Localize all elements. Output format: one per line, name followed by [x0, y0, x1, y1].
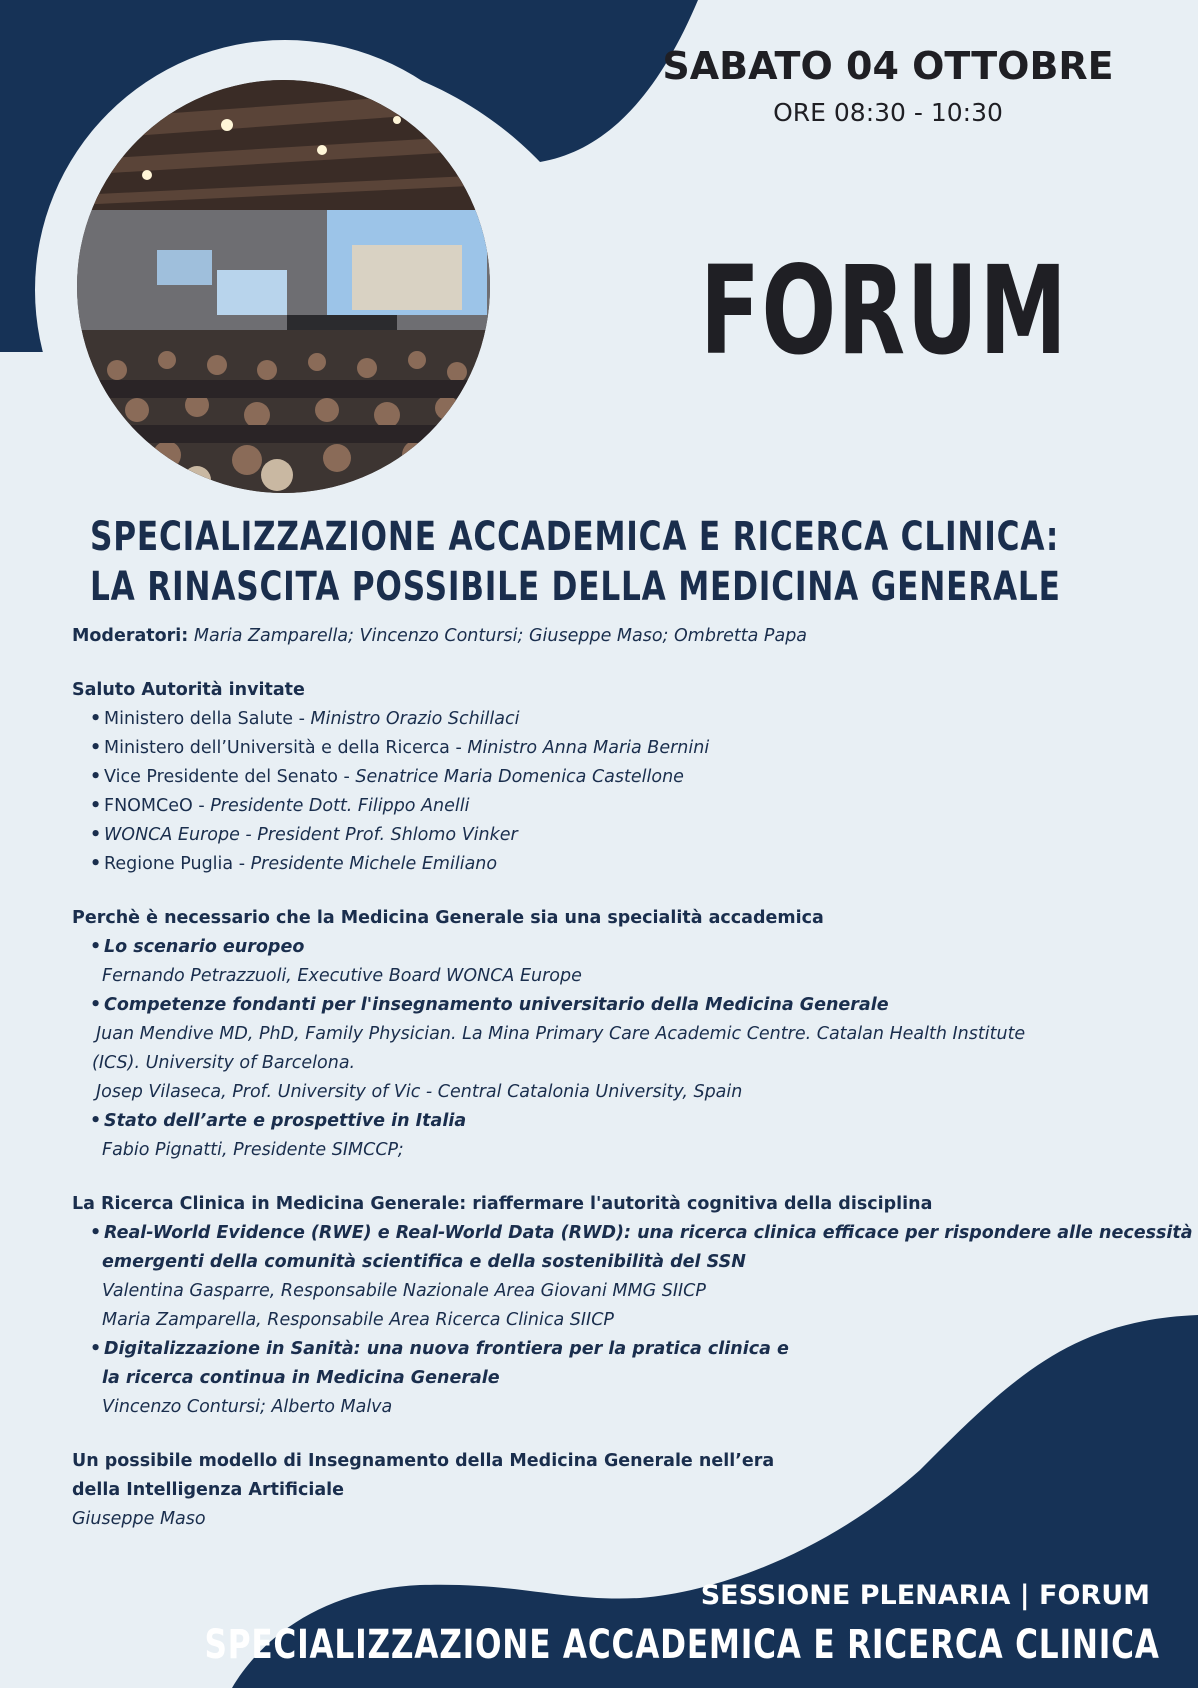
section3-speaker: Giuseppe Maso — [72, 1509, 206, 1529]
talk-speaker: Vincenzo Contursi; Alberto Malva — [102, 1397, 393, 1417]
list-item: • Regione Puglia - Presidente Michele Emiliano — [90, 854, 498, 874]
talk-speaker: Maria Zamparella, Responsabile Area Ricerca Clinica SIICP — [102, 1310, 614, 1330]
section3-heading-line-2: della Intelligenza Artificiale — [72, 1480, 344, 1500]
event-time: ORE 08:30 - 10:30 — [773, 98, 1003, 127]
talk-speaker: Valentina Gasparre, Responsabile Nazionale Area Giovani MMG SIICP — [102, 1281, 706, 1301]
talk-title: • Competenze fondanti per l'insegnamento universitario della Medicina Generale — [90, 995, 889, 1015]
forum-heading: FORUM — [700, 240, 1069, 382]
talk-title: • Real-World Evidence (RWE) e Real-World Data (RWD): una ricerca clinica efficace per rispondere alle necessità — [90, 1223, 1193, 1243]
talk-speaker: Fabio Pignatti, Presidente SIMCCP; — [102, 1140, 404, 1160]
talk-title-continued: la ricerca continua in Medicina Generale — [102, 1368, 500, 1388]
event-date: SABATO 04 OTTOBRE — [662, 44, 1114, 88]
list-item: • WONCA Europe - President Prof. Shlomo Vinker — [90, 825, 518, 845]
talk-speaker: Josep Vilaseca, Prof. University of Vic - Central Catalonia University, Spain — [96, 1082, 743, 1102]
list-item: • Ministero della Salute - Ministro Orazio Schillaci — [90, 709, 520, 729]
talk-title-continued: emergenti della comunità scientifica e della sostenibilità del SSN — [102, 1252, 746, 1272]
talk-title: • Lo scenario europeo — [90, 937, 305, 957]
section2-heading: La Ricerca Clinica in Medicina Generale: riaffermare l'autorità cognitiva della disciplina — [72, 1194, 933, 1214]
moderators — [72, 622, 1112, 651]
main-title — [90, 512, 1061, 612]
talk-title: • Stato dell’arte e prospettive in Italia — [90, 1111, 467, 1131]
talk-speaker: Fernando Petrazzuoli, Executive Board WONCA Europe — [102, 966, 582, 986]
talk-title: • Digitalizzazione in Sanità: una nuova frontiera per la pratica clinica e — [90, 1339, 789, 1359]
moderators-names: Maria Zamparella; Vincenzo Contursi; Giuseppe Maso; Ombretta Papa — [193, 626, 808, 646]
list-item: • Vice Presidente del Senato - Senatrice Maria Domenica Castellone — [90, 767, 684, 787]
section1-heading: Perchè è necessario che la Medicina Generale sia una specialità accademica — [72, 908, 824, 928]
moderators-label: Moderatori: — [72, 626, 189, 646]
session-label: SESSIONE PLENARIA | FORUM — [700, 1580, 1150, 1611]
main-title-line-2: LA RINASCITA POSSIBILE DELLA MEDICINA GENERALE — [90, 564, 1061, 610]
main-title-line-1: SPECIALIZZAZIONE ACCADEMICA E RICERCA CLINICA: — [90, 514, 1060, 560]
greetings-heading: Saluto Autorità invitate — [72, 680, 305, 700]
section3-heading-line-1: Un possibile modello di Insegnamento della Medicina Generale nell’era — [72, 1451, 775, 1471]
talk-speaker: (ICS). University of Barcelona. — [92, 1053, 356, 1073]
footer-title: SPECIALIZZAZIONE ACCADEMICA E RICERCA CLINICA — [204, 1622, 1160, 1668]
list-item: • FNOMCeO - Presidente Dott. Filippo Anelli — [90, 796, 470, 816]
list-item: • Ministero dell’Università e della Ricerca - Ministro Anna Maria Bernini — [90, 738, 710, 758]
talk-speaker: Juan Mendive MD, PhD, Family Physician. La Mina Primary Care Academic Centre. Catalan Health Institute — [96, 1024, 1026, 1044]
program-body — [72, 622, 1193, 1534]
conference-photo — [77, 80, 490, 493]
conference-hall-image — [77, 80, 490, 493]
